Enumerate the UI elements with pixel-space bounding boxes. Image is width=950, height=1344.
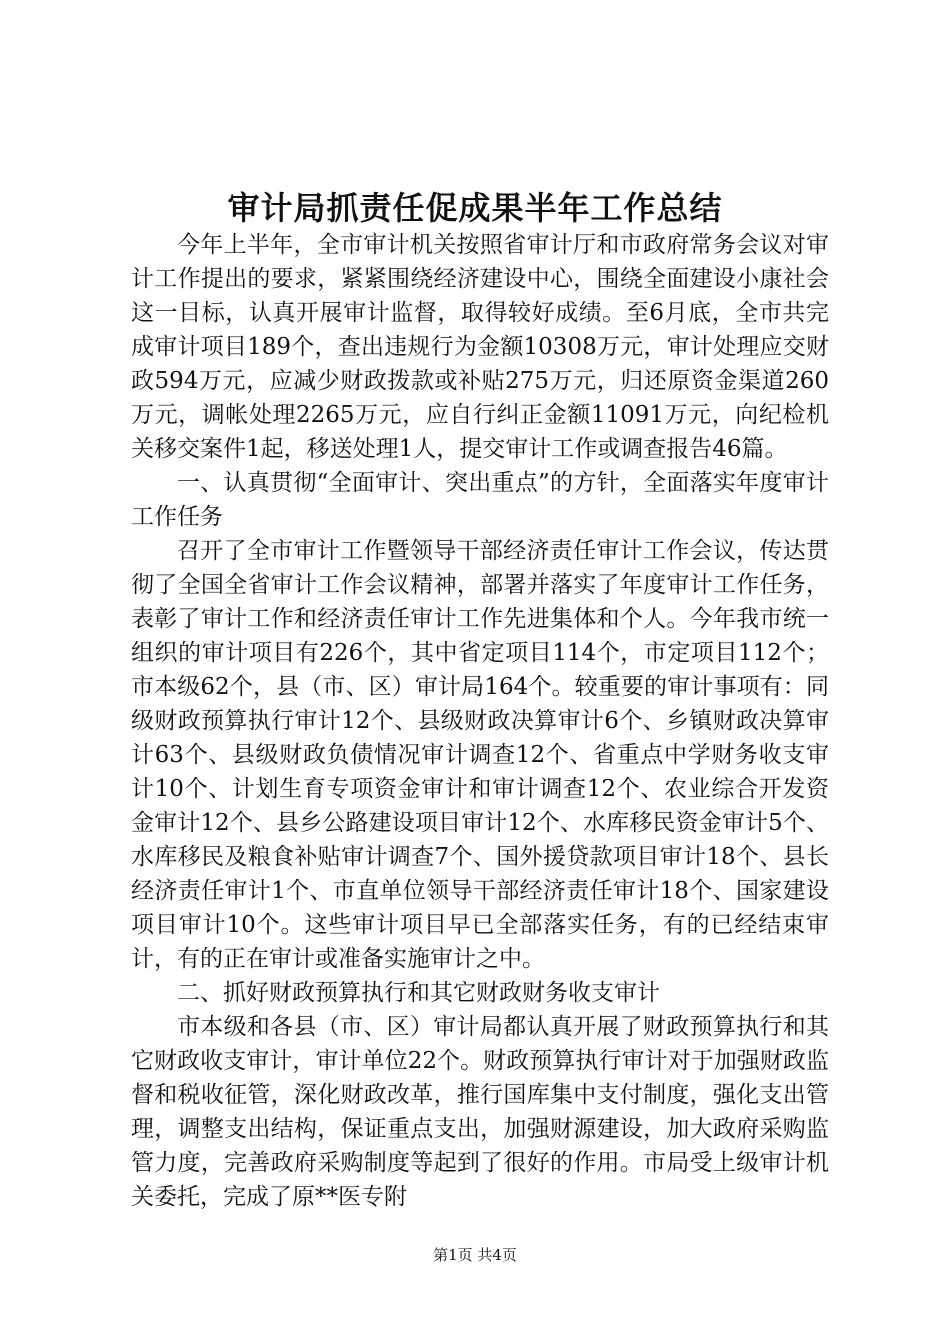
paragraph-section-2: 市本级和各县（市、区）审计局都认真开展了财政预算执行和其它财政收支审计，审计单位22个。财政预算执行审计对于加强财政监督和税收征管，深化财政改革，推行国库集中支付制度，强化支出管理，调整支出结构，保证重点支出，加强财源建设，加大政府采购监管力度，完善政府采购制度等起到了很好的作用。市局受上级审计机关委托，完成了原**医专附 xyxy=(131,1014,829,1210)
paragraph-intro: 今年上半年，全市审计机关按照省审计厅和市政府常务会议对审计工作提出的要求，紧紧围绕经济建设中心，围绕全面建设小康社会这一目标，认真开展审计监督，取得较好成绩。至6月底，全市共完成审计项目189个，查出违规行为金额10308万元，审计处理应交财政594万元，应减少财政拨款或补贴275万元，归还原资金渠道260万元，调帐处理2265万元，应自行纠正金额11091万元，向纪检机关移交案件1起，移送处理1人，提交审计工作或调查报告46篇。 xyxy=(131,232,829,462)
document-body xyxy=(131,228,829,1214)
section-heading-1: 一、认真贯彻“全面审计、突出重点”的方针，全面落实年度审计工作任务 xyxy=(131,470,829,530)
document-title: 审计局抓责任促成果半年工作总结 xyxy=(227,189,723,227)
paragraph-section-1: 召开了全市审计工作暨领导干部经济责任审计工作会议，传达贯彻了全国全省审计工作会议精神，部署并落实了年度审计工作任务，表彰了审计工作和经济责任审计工作先进集体和个人。今年我市统一组织的审计项目有226个，其中省定项目114个，市定项目112个；市本级62个，县（市、区）审计局164个。较重要的审计事项有：同级财政预算执行审计12个、县级财政决算审计6个、乡镇财政决算审计63个、县级财政负债情况审计调查12个、省重点中学财务收支审计10个、计划生育专项资金审计和审计调查12个、农业综合开发资金审计12个、县乡公路建设项目审计12个、水库移民资金审计5个、水库移民及粮食补贴审计调查7个、国外援贷款项目审计18个、县长经济责任审计1个、市直单位领导干部经济责任审计18个、国家建设项目审计10个。这些审计项目早已全部落实任务，有的已经结束审计，有的正在审计或准备实施审计之中。 xyxy=(131,538,829,972)
section-heading-2: 二、抓好财政预算执行和其它财政财务收支审计 xyxy=(177,980,660,1006)
page-footer: 第1页 共4页 xyxy=(433,1246,517,1264)
